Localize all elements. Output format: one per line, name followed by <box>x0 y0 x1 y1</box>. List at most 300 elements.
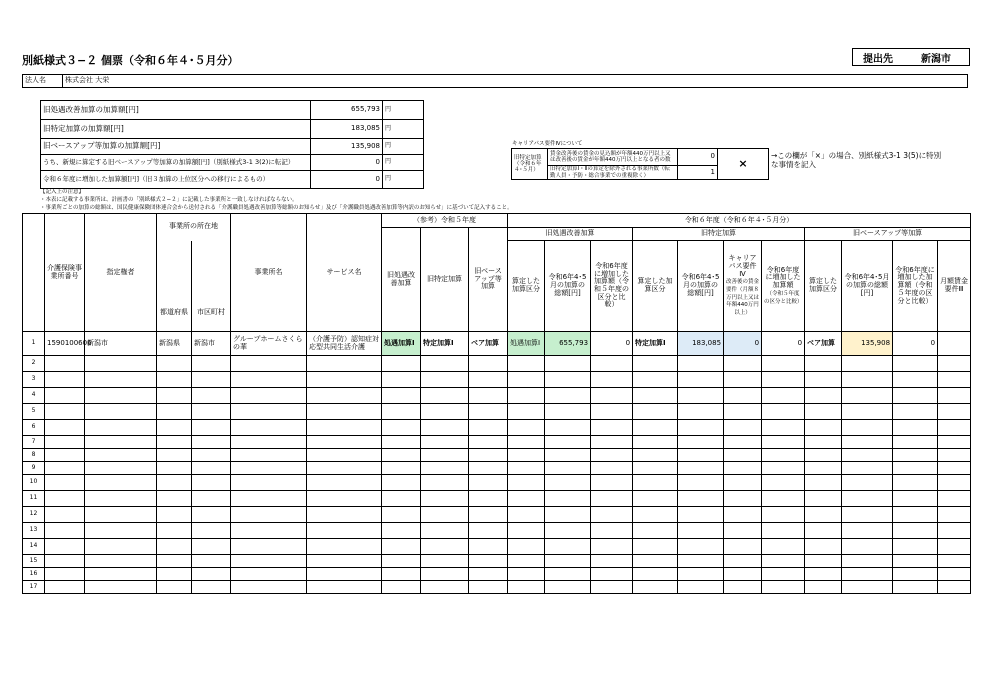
table-cell-r-base[interactable] <box>469 523 508 539</box>
table-cell-t-total[interactable] <box>678 581 724 594</box>
table-cell-b-zoka[interactable] <box>893 462 938 475</box>
table-cell-s-zoka[interactable] <box>591 568 633 581</box>
table-cell-r-shogu[interactable]: 処遇加算Ⅰ <box>382 332 421 356</box>
table-cell-r-shogu[interactable] <box>382 523 421 539</box>
table-cell-t-career[interactable] <box>724 372 762 388</box>
table-cell-s-total[interactable] <box>545 555 591 568</box>
table-cell-b-req[interactable] <box>938 491 971 507</box>
table-cell-t-zoka[interactable] <box>762 449 805 462</box>
table-cell-name[interactable] <box>231 555 307 568</box>
table-cell-name[interactable] <box>231 581 307 594</box>
table-cell-s-kubun[interactable] <box>508 568 545 581</box>
table-cell-b-kubun[interactable] <box>805 523 842 539</box>
table-cell-s-zoka[interactable] <box>591 449 633 462</box>
table-cell-t-career[interactable] <box>724 568 762 581</box>
table-cell-t-kubun[interactable] <box>633 475 678 491</box>
table-cell-name[interactable] <box>231 420 307 436</box>
table-cell-city[interactable] <box>192 404 231 420</box>
table-cell-no[interactable]: 13 <box>23 523 45 539</box>
table-cell-b-kubun[interactable] <box>805 462 842 475</box>
table-cell-b-total[interactable]: 135,908 <box>842 332 893 356</box>
table-cell-b-total[interactable] <box>842 568 893 581</box>
table-cell-no[interactable]: 6 <box>23 420 45 436</box>
table-cell-pref[interactable] <box>157 372 192 388</box>
table-cell-s-kubun[interactable] <box>508 356 545 372</box>
table-cell-code[interactable] <box>45 568 85 581</box>
table-cell-r-tokutei[interactable] <box>421 388 469 404</box>
table-cell-no[interactable]: 1 <box>23 332 45 356</box>
table-cell-t-career[interactable] <box>724 449 762 462</box>
table-cell-service[interactable] <box>307 555 382 568</box>
table-cell-s-zoka[interactable] <box>591 462 633 475</box>
table-cell-service[interactable] <box>307 568 382 581</box>
table-cell-code[interactable] <box>45 581 85 594</box>
table-cell-t-zoka[interactable] <box>762 462 805 475</box>
table-cell-city[interactable] <box>192 372 231 388</box>
table-cell-t-zoka[interactable] <box>762 475 805 491</box>
table-cell-r-tokutei[interactable] <box>421 581 469 594</box>
table-cell-t-total[interactable]: 183,085 <box>678 332 724 356</box>
table-cell-b-req[interactable] <box>938 462 971 475</box>
table-cell-b-req[interactable] <box>938 581 971 594</box>
table-cell-s-zoka[interactable] <box>591 388 633 404</box>
table-cell-no[interactable]: 7 <box>23 436 45 449</box>
table-cell-t-total[interactable] <box>678 404 724 420</box>
table-cell-r-shogu[interactable] <box>382 462 421 475</box>
table-cell-code[interactable] <box>45 507 85 523</box>
table-cell-r-shogu[interactable] <box>382 555 421 568</box>
table-cell-code[interactable] <box>45 555 85 568</box>
table-cell-t-kubun[interactable] <box>633 555 678 568</box>
table-cell-pref[interactable] <box>157 356 192 372</box>
table-cell-no[interactable]: 2 <box>23 356 45 372</box>
table-cell-r-base[interactable] <box>469 404 508 420</box>
table-cell-no[interactable]: 16 <box>23 568 45 581</box>
table-cell-t-kubun[interactable] <box>633 507 678 523</box>
table-cell-b-req[interactable] <box>938 507 971 523</box>
table-cell-s-zoka[interactable] <box>591 372 633 388</box>
table-cell-b-zoka[interactable] <box>893 539 938 555</box>
table-cell-r-tokutei[interactable] <box>421 523 469 539</box>
table-cell-shitei[interactable] <box>85 449 157 462</box>
table-cell-s-zoka[interactable]: 0 <box>591 332 633 356</box>
table-cell-code[interactable]: 1590100606 <box>45 332 85 356</box>
table-cell-b-total[interactable] <box>842 581 893 594</box>
table-cell-r-base[interactable] <box>469 539 508 555</box>
table-cell-t-zoka[interactable] <box>762 581 805 594</box>
table-cell-s-total[interactable] <box>545 475 591 491</box>
table-cell-r-shogu[interactable] <box>382 388 421 404</box>
table-cell-pref[interactable] <box>157 449 192 462</box>
table-cell-t-career[interactable] <box>724 581 762 594</box>
table-cell-b-total[interactable] <box>842 372 893 388</box>
table-cell-r-base[interactable] <box>469 449 508 462</box>
table-cell-t-zoka[interactable] <box>762 436 805 449</box>
table-cell-r-tokutei[interactable] <box>421 491 469 507</box>
table-cell-code[interactable] <box>45 539 85 555</box>
table-cell-t-total[interactable] <box>678 449 724 462</box>
table-cell-name[interactable] <box>231 372 307 388</box>
table-cell-s-zoka[interactable] <box>591 420 633 436</box>
table-cell-t-career[interactable] <box>724 507 762 523</box>
table-cell-r-base[interactable] <box>469 568 508 581</box>
table-cell-s-total[interactable] <box>545 462 591 475</box>
table-cell-r-base[interactable] <box>469 555 508 568</box>
table-cell-r-shogu[interactable] <box>382 507 421 523</box>
table-cell-code[interactable] <box>45 420 85 436</box>
table-cell-b-zoka[interactable] <box>893 356 938 372</box>
table-cell-t-kubun[interactable] <box>633 539 678 555</box>
table-cell-b-req[interactable] <box>938 388 971 404</box>
table-cell-service[interactable] <box>307 436 382 449</box>
table-cell-t-kubun[interactable] <box>633 404 678 420</box>
table-cell-s-total[interactable] <box>545 539 591 555</box>
table-cell-s-zoka[interactable] <box>591 436 633 449</box>
table-cell-r-shogu[interactable] <box>382 420 421 436</box>
table-cell-pref[interactable] <box>157 388 192 404</box>
table-cell-s-total[interactable] <box>545 356 591 372</box>
table-cell-r-shogu[interactable] <box>382 372 421 388</box>
table-cell-b-zoka[interactable] <box>893 420 938 436</box>
table-cell-no[interactable]: 15 <box>23 555 45 568</box>
table-cell-s-total[interactable] <box>545 420 591 436</box>
table-cell-s-kubun[interactable] <box>508 436 545 449</box>
table-cell-s-total[interactable]: 655,793 <box>545 332 591 356</box>
table-cell-s-kubun[interactable] <box>508 449 545 462</box>
table-cell-name[interactable] <box>231 475 307 491</box>
table-cell-pref[interactable] <box>157 539 192 555</box>
table-cell-b-req[interactable] <box>938 356 971 372</box>
table-cell-r-base[interactable] <box>469 462 508 475</box>
table-cell-s-total[interactable] <box>545 491 591 507</box>
table-cell-t-total[interactable] <box>678 436 724 449</box>
table-cell-pref[interactable] <box>157 404 192 420</box>
table-cell-service[interactable] <box>307 388 382 404</box>
table-cell-pref[interactable] <box>157 491 192 507</box>
table-cell-s-zoka[interactable] <box>591 507 633 523</box>
table-cell-city[interactable] <box>192 539 231 555</box>
table-cell-b-total[interactable] <box>842 449 893 462</box>
table-cell-pref[interactable] <box>157 475 192 491</box>
table-cell-b-zoka[interactable] <box>893 523 938 539</box>
table-cell-pref[interactable] <box>157 555 192 568</box>
table-cell-b-total[interactable] <box>842 475 893 491</box>
table-cell-b-kubun[interactable] <box>805 581 842 594</box>
table-cell-t-career[interactable] <box>724 462 762 475</box>
table-cell-city[interactable] <box>192 356 231 372</box>
table-cell-r-base[interactable] <box>469 507 508 523</box>
table-cell-r-tokutei[interactable] <box>421 507 469 523</box>
table-cell-b-total[interactable] <box>842 462 893 475</box>
table-cell-r-tokutei[interactable] <box>421 449 469 462</box>
table-cell-r-shogu[interactable] <box>382 539 421 555</box>
table-cell-s-zoka[interactable] <box>591 555 633 568</box>
table-cell-pref[interactable] <box>157 436 192 449</box>
table-cell-service[interactable] <box>307 462 382 475</box>
table-cell-service[interactable] <box>307 523 382 539</box>
table-cell-r-base[interactable] <box>469 388 508 404</box>
table-cell-b-zoka[interactable] <box>893 449 938 462</box>
table-cell-city[interactable] <box>192 388 231 404</box>
table-cell-service[interactable]: （介護予防）認知症対応型共同生活介護 <box>307 332 382 356</box>
table-cell-r-tokutei[interactable] <box>421 555 469 568</box>
table-cell-name[interactable] <box>231 539 307 555</box>
table-cell-service[interactable] <box>307 404 382 420</box>
table-cell-shitei[interactable] <box>85 491 157 507</box>
table-cell-no[interactable]: 5 <box>23 404 45 420</box>
table-cell-pref[interactable] <box>157 568 192 581</box>
table-cell-b-kubun[interactable] <box>805 475 842 491</box>
table-cell-t-total[interactable] <box>678 568 724 581</box>
table-cell-city[interactable] <box>192 436 231 449</box>
table-cell-city[interactable] <box>192 462 231 475</box>
table-cell-s-kubun[interactable] <box>508 491 545 507</box>
table-cell-s-total[interactable] <box>545 568 591 581</box>
table-cell-t-total[interactable] <box>678 388 724 404</box>
table-cell-s-kubun[interactable] <box>508 372 545 388</box>
table-cell-b-req[interactable] <box>938 420 971 436</box>
table-cell-b-zoka[interactable] <box>893 568 938 581</box>
table-cell-code[interactable] <box>45 462 85 475</box>
table-cell-service[interactable] <box>307 507 382 523</box>
table-cell-r-shogu[interactable] <box>382 581 421 594</box>
table-cell-r-shogu[interactable] <box>382 356 421 372</box>
table-cell-s-zoka[interactable] <box>591 581 633 594</box>
table-cell-s-kubun[interactable] <box>508 388 545 404</box>
table-cell-r-base[interactable]: ベア加算 <box>469 332 508 356</box>
table-cell-shitei[interactable] <box>85 475 157 491</box>
table-cell-pref[interactable] <box>157 420 192 436</box>
table-cell-service[interactable] <box>307 581 382 594</box>
table-cell-r-tokutei[interactable]: 特定加算Ⅰ <box>421 332 469 356</box>
table-cell-s-zoka[interactable] <box>591 356 633 372</box>
table-cell-t-zoka[interactable] <box>762 388 805 404</box>
table-cell-no[interactable]: 9 <box>23 462 45 475</box>
table-cell-service[interactable] <box>307 372 382 388</box>
table-cell-s-total[interactable] <box>545 523 591 539</box>
table-cell-t-career[interactable] <box>724 404 762 420</box>
table-cell-r-base[interactable] <box>469 581 508 594</box>
table-cell-s-kubun[interactable] <box>508 523 545 539</box>
table-cell-b-kubun[interactable] <box>805 491 842 507</box>
table-cell-s-kubun[interactable] <box>508 539 545 555</box>
table-cell-t-zoka[interactable]: 0 <box>762 332 805 356</box>
table-cell-t-career[interactable] <box>724 436 762 449</box>
table-cell-shitei[interactable] <box>85 555 157 568</box>
table-cell-t-total[interactable] <box>678 523 724 539</box>
table-cell-r-tokutei[interactable] <box>421 475 469 491</box>
table-cell-shitei[interactable] <box>85 420 157 436</box>
table-cell-shitei[interactable] <box>85 356 157 372</box>
table-cell-r-shogu[interactable] <box>382 568 421 581</box>
table-cell-b-req[interactable] <box>938 404 971 420</box>
table-cell-shitei[interactable] <box>85 568 157 581</box>
table-cell-shitei[interactable] <box>85 507 157 523</box>
table-cell-city[interactable]: 新潟市 <box>192 332 231 356</box>
table-cell-shitei[interactable] <box>85 539 157 555</box>
table-cell-b-req[interactable] <box>938 568 971 581</box>
table-cell-city[interactable] <box>192 420 231 436</box>
table-cell-b-kubun[interactable] <box>805 507 842 523</box>
table-cell-pref[interactable] <box>157 462 192 475</box>
table-cell-r-base[interactable] <box>469 372 508 388</box>
table-cell-city[interactable] <box>192 568 231 581</box>
table-cell-service[interactable] <box>307 539 382 555</box>
table-cell-r-tokutei[interactable] <box>421 568 469 581</box>
table-cell-s-total[interactable] <box>545 404 591 420</box>
table-cell-no[interactable]: 10 <box>23 475 45 491</box>
table-cell-b-zoka[interactable] <box>893 491 938 507</box>
table-cell-name[interactable] <box>231 436 307 449</box>
table-cell-t-zoka[interactable] <box>762 568 805 581</box>
table-cell-b-zoka[interactable] <box>893 404 938 420</box>
table-cell-no[interactable]: 4 <box>23 388 45 404</box>
table-cell-s-zoka[interactable] <box>591 491 633 507</box>
table-cell-t-kubun[interactable] <box>633 388 678 404</box>
table-cell-t-kubun[interactable] <box>633 420 678 436</box>
table-cell-s-kubun[interactable] <box>508 555 545 568</box>
table-cell-b-req[interactable] <box>938 449 971 462</box>
table-cell-city[interactable] <box>192 449 231 462</box>
table-cell-pref[interactable]: 新潟県 <box>157 332 192 356</box>
table-cell-code[interactable] <box>45 475 85 491</box>
table-cell-service[interactable] <box>307 491 382 507</box>
table-cell-s-kubun[interactable] <box>508 404 545 420</box>
table-cell-no[interactable]: 8 <box>23 449 45 462</box>
table-cell-t-career[interactable] <box>724 388 762 404</box>
table-cell-b-kubun[interactable] <box>805 356 842 372</box>
table-cell-t-career[interactable] <box>724 523 762 539</box>
table-cell-b-zoka[interactable] <box>893 507 938 523</box>
table-cell-r-shogu[interactable] <box>382 475 421 491</box>
table-cell-city[interactable] <box>192 581 231 594</box>
table-cell-city[interactable] <box>192 507 231 523</box>
table-cell-s-zoka[interactable] <box>591 404 633 420</box>
table-cell-code[interactable] <box>45 449 85 462</box>
table-cell-s-zoka[interactable] <box>591 523 633 539</box>
table-cell-t-total[interactable] <box>678 475 724 491</box>
table-cell-t-zoka[interactable] <box>762 539 805 555</box>
table-cell-t-zoka[interactable] <box>762 507 805 523</box>
table-cell-t-zoka[interactable] <box>762 372 805 388</box>
table-cell-r-tokutei[interactable] <box>421 356 469 372</box>
table-cell-name[interactable] <box>231 388 307 404</box>
table-cell-s-total[interactable] <box>545 581 591 594</box>
table-cell-s-total[interactable] <box>545 372 591 388</box>
table-cell-name[interactable]: グループホームさくらの華 <box>231 332 307 356</box>
table-cell-shitei[interactable] <box>85 388 157 404</box>
table-cell-service[interactable] <box>307 420 382 436</box>
table-cell-b-kubun[interactable] <box>805 539 842 555</box>
table-cell-s-total[interactable] <box>545 449 591 462</box>
table-cell-t-kubun[interactable] <box>633 568 678 581</box>
table-cell-s-kubun[interactable] <box>508 475 545 491</box>
table-cell-t-kubun[interactable] <box>633 356 678 372</box>
table-cell-shitei[interactable] <box>85 436 157 449</box>
table-cell-b-total[interactable] <box>842 356 893 372</box>
table-cell-t-total[interactable] <box>678 491 724 507</box>
table-cell-t-kubun[interactable] <box>633 523 678 539</box>
table-cell-b-total[interactable] <box>842 404 893 420</box>
table-cell-b-total[interactable] <box>842 523 893 539</box>
table-cell-b-kubun[interactable] <box>805 420 842 436</box>
table-cell-name[interactable] <box>231 449 307 462</box>
table-cell-s-total[interactable] <box>545 388 591 404</box>
table-cell-b-total[interactable] <box>842 388 893 404</box>
table-cell-t-career[interactable] <box>724 475 762 491</box>
table-cell-code[interactable] <box>45 388 85 404</box>
table-cell-b-total[interactable] <box>842 491 893 507</box>
table-cell-name[interactable] <box>231 462 307 475</box>
table-cell-b-kubun[interactable]: ベア加算 <box>805 332 842 356</box>
table-cell-t-total[interactable] <box>678 356 724 372</box>
table-cell-shitei[interactable] <box>85 581 157 594</box>
table-cell-r-base[interactable] <box>469 420 508 436</box>
table-cell-shitei[interactable] <box>85 523 157 539</box>
table-cell-service[interactable] <box>307 356 382 372</box>
table-cell-t-zoka[interactable] <box>762 523 805 539</box>
table-cell-b-kubun[interactable] <box>805 372 842 388</box>
table-cell-s-kubun[interactable]: 処遇加算Ⅰ <box>508 332 545 356</box>
table-cell-code[interactable] <box>45 372 85 388</box>
table-cell-service[interactable] <box>307 475 382 491</box>
table-cell-r-base[interactable] <box>469 475 508 491</box>
table-cell-s-kubun[interactable] <box>508 420 545 436</box>
table-cell-r-tokutei[interactable] <box>421 404 469 420</box>
table-cell-t-kubun[interactable] <box>633 436 678 449</box>
table-cell-t-zoka[interactable] <box>762 404 805 420</box>
table-cell-b-zoka[interactable] <box>893 372 938 388</box>
table-cell-pref[interactable] <box>157 581 192 594</box>
table-cell-pref[interactable] <box>157 507 192 523</box>
table-cell-b-req[interactable] <box>938 523 971 539</box>
table-cell-b-req[interactable] <box>938 372 971 388</box>
table-cell-code[interactable] <box>45 523 85 539</box>
table-cell-b-req[interactable] <box>938 555 971 568</box>
table-cell-b-zoka[interactable] <box>893 581 938 594</box>
table-cell-t-zoka[interactable] <box>762 420 805 436</box>
table-cell-shitei[interactable]: 新潟市 <box>85 332 157 356</box>
table-cell-no[interactable]: 11 <box>23 491 45 507</box>
table-cell-b-total[interactable] <box>842 436 893 449</box>
table-cell-b-kubun[interactable] <box>805 436 842 449</box>
table-cell-city[interactable] <box>192 523 231 539</box>
table-cell-t-zoka[interactable] <box>762 356 805 372</box>
table-cell-b-total[interactable] <box>842 539 893 555</box>
table-cell-city[interactable] <box>192 491 231 507</box>
table-cell-r-shogu[interactable] <box>382 491 421 507</box>
table-cell-r-tokutei[interactable] <box>421 436 469 449</box>
table-cell-t-total[interactable] <box>678 555 724 568</box>
table-cell-s-zoka[interactable] <box>591 475 633 491</box>
table-cell-shitei[interactable] <box>85 372 157 388</box>
table-cell-b-kubun[interactable] <box>805 404 842 420</box>
table-cell-t-kubun[interactable] <box>633 462 678 475</box>
table-cell-r-tokutei[interactable] <box>421 539 469 555</box>
table-cell-b-kubun[interactable] <box>805 388 842 404</box>
table-cell-b-zoka[interactable]: 0 <box>893 332 938 356</box>
table-cell-b-req[interactable] <box>938 475 971 491</box>
table-cell-code[interactable] <box>45 436 85 449</box>
table-cell-b-req[interactable] <box>938 539 971 555</box>
table-cell-code[interactable] <box>45 356 85 372</box>
table-cell-t-career[interactable] <box>724 356 762 372</box>
table-cell-t-career[interactable] <box>724 539 762 555</box>
table-cell-r-base[interactable] <box>469 436 508 449</box>
table-cell-t-career[interactable] <box>724 420 762 436</box>
table-cell-t-total[interactable] <box>678 539 724 555</box>
table-cell-shitei[interactable] <box>85 462 157 475</box>
